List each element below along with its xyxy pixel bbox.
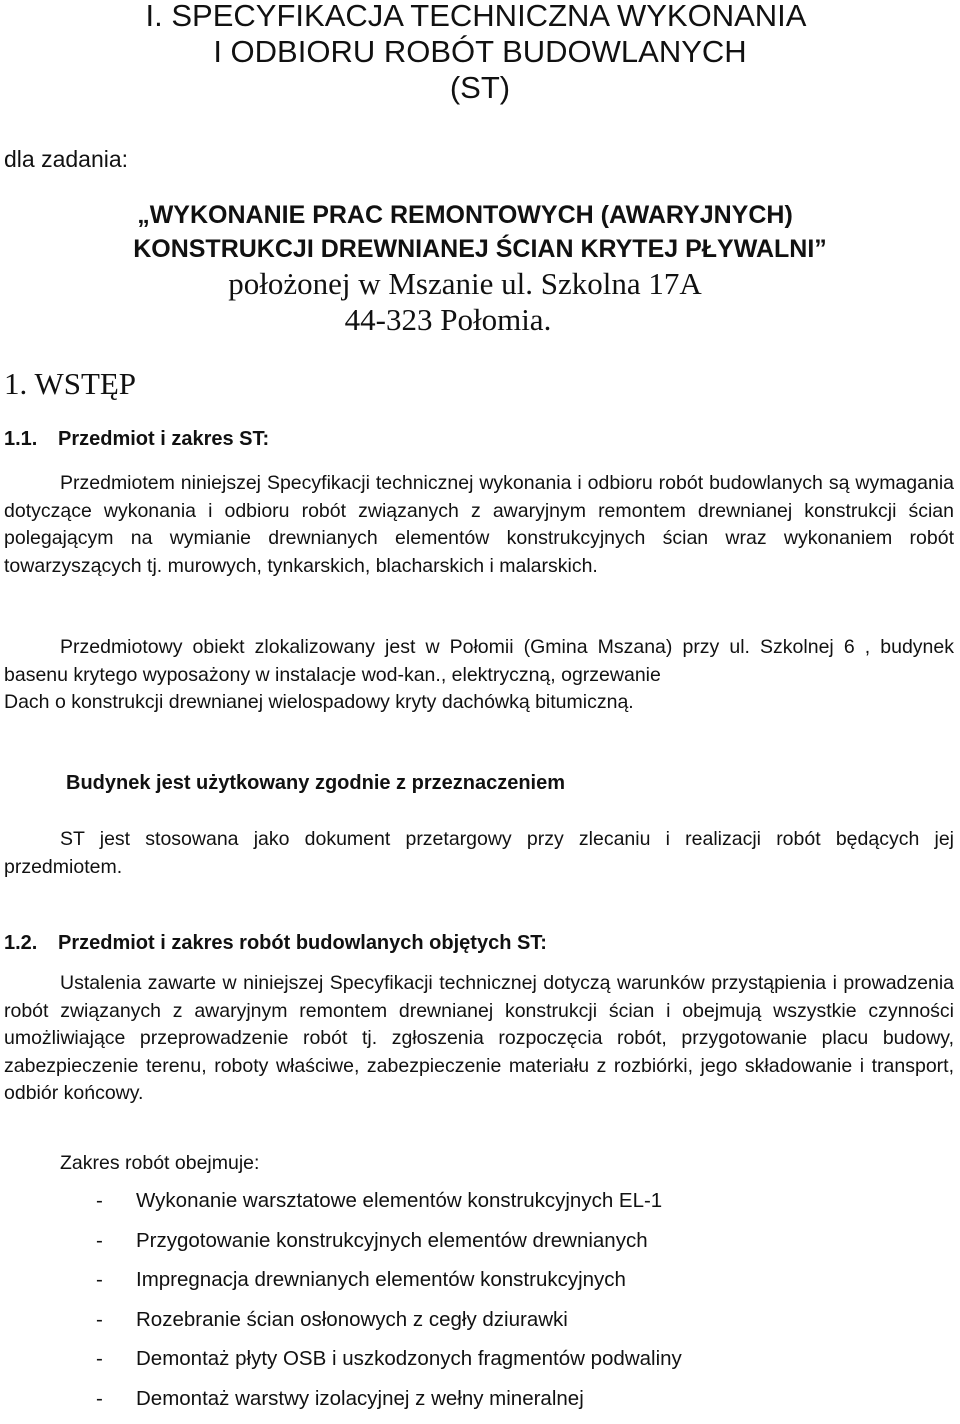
list-item xyxy=(96,1266,682,1306)
subsection-title: Przedmiot i zakres ST: xyxy=(58,428,269,450)
text-line: roboty właściwe, zabezpieczenie materiału z rozbiórki, jego składowanie i transport, odbiór xyxy=(4,1055,954,1105)
list-dash: - xyxy=(96,1306,136,1334)
list-dash: - xyxy=(96,1385,136,1413)
paragraph-object-location xyxy=(4,634,954,717)
text-line: budowlanych są wymagania dotyczące wykonania i odbioru robót związanych z xyxy=(4,472,954,522)
project-line-3: położonej w Mszanie ul. Szkolna 17A xyxy=(0,266,960,302)
text-line: elementów konstrukcyjnych ścian wraz wykonaniem robót towarzyszących tj. murowych, xyxy=(4,527,954,577)
list-item-text: Demontaż płyty OSB i uszkodzonych fragmentów podwaliny xyxy=(136,1347,682,1370)
list-dash: - xyxy=(96,1345,136,1373)
subsection-heading-1-1 xyxy=(4,428,269,451)
project-line-2: KONSTRUKCJI DREWNIANEJ ŚCIAN KRYTEJ PŁYWALNI” xyxy=(0,232,960,266)
paragraph-st-usage xyxy=(4,826,954,881)
list-item-text: Impregnacja drewnianych elementów konstrukcyjnych xyxy=(136,1268,626,1291)
text-line: ST jest stosowana jako dokument przetargowy przy zlecaniu i realizacji robót xyxy=(4,828,821,850)
list-dash: - xyxy=(96,1187,136,1215)
title-line-1: I. SPECYFIKACJA TECHNICZNA WYKONANIA xyxy=(0,0,960,34)
paragraph-scope-intro xyxy=(4,470,954,580)
scope-list xyxy=(96,1187,682,1424)
text-line: zgłoszenia rozpoczęcia robót, przygotowanie placu budowy, zabezpieczenie terenu, xyxy=(4,1027,954,1077)
text-line: 6 , budynek basenu krytego wyposażony w instalacje wod-kan., elektryczną, ogrzewanie xyxy=(4,636,954,686)
list-item xyxy=(96,1345,682,1385)
title-line-3: (ST) xyxy=(0,70,960,106)
text-line: konstrukcji ścian i obejmują wszystkie czynności umożliwiające przeprowadzenie robót tj. xyxy=(4,1000,954,1050)
list-item xyxy=(96,1227,682,1267)
list-dash: - xyxy=(96,1227,136,1255)
list-item-text: Rozebranie ścian osłonowych z cegły dziurawki xyxy=(136,1308,568,1331)
text-line: przystąpienia i prowadzenia robót związanych z awaryjnym remontem drewnianej xyxy=(4,972,954,1022)
scope-list-label: Zakres robót obejmuje: xyxy=(60,1152,259,1175)
list-dash: - xyxy=(96,1266,136,1294)
text-line: Przedmiotowy obiekt zlokalizowany jest w Połomii (Gmina Mszana) przy ul. Szkolnej xyxy=(4,636,834,658)
text-line: awaryjnym remontem drewnianej konstrukcji ścian polegającym na wymianie drewnianych xyxy=(4,500,954,550)
subsection-number: 1.2. xyxy=(4,932,58,955)
project-line-4: 44-323 Połomia. xyxy=(0,302,960,338)
section-heading-intro: 1. WSTĘP xyxy=(4,366,136,402)
text-line: będących jej przedmiotem. xyxy=(4,828,954,878)
paragraph-works-scope xyxy=(4,970,954,1108)
list-item xyxy=(96,1187,682,1227)
list-item-text: Wykonanie warsztatowe elementów konstrukcyjnych EL-1 xyxy=(136,1189,662,1212)
for-task-label: dla zadania: xyxy=(4,146,128,173)
project-line-1: „WYKONANIE PRAC REMONTOWYCH (AWARYJNYCH) xyxy=(0,198,960,232)
text-line: Ustalenia zawarte w niniejszej Specyfikacji technicznej dotyczą warunków xyxy=(4,972,705,994)
subsection-heading-1-2 xyxy=(4,932,547,955)
building-usage-note: Budynek jest użytkowany zgodnie z przeznaczeniem xyxy=(66,772,565,795)
document-title xyxy=(0,0,960,106)
list-item-text: Demontaż warstwy izolacyjnej z wełny mineralnej xyxy=(136,1387,584,1410)
text-line: Przedmiotem niniejszej Specyfikacji technicznej wykonania i odbioru robót xyxy=(4,472,703,494)
list-item xyxy=(96,1306,682,1346)
project-title xyxy=(0,198,960,338)
list-item xyxy=(96,1385,682,1424)
list-item-text: Przygotowanie konstrukcyjnych elementów drewnianych xyxy=(136,1229,648,1252)
text-line: tynkarskich, blacharskich i malarskich. xyxy=(267,555,598,577)
text-line: Dach o konstrukcji drewnianej wielospadowy kryty dachówką bitumiczną. xyxy=(4,691,634,713)
text-line: końcowy. xyxy=(64,1082,144,1104)
subsection-title: Przedmiot i zakres robót budowlanych objętych ST: xyxy=(58,932,547,954)
subsection-number: 1.1. xyxy=(4,428,58,451)
title-line-2: I ODBIORU ROBÓT BUDOWLANYCH xyxy=(0,34,960,70)
